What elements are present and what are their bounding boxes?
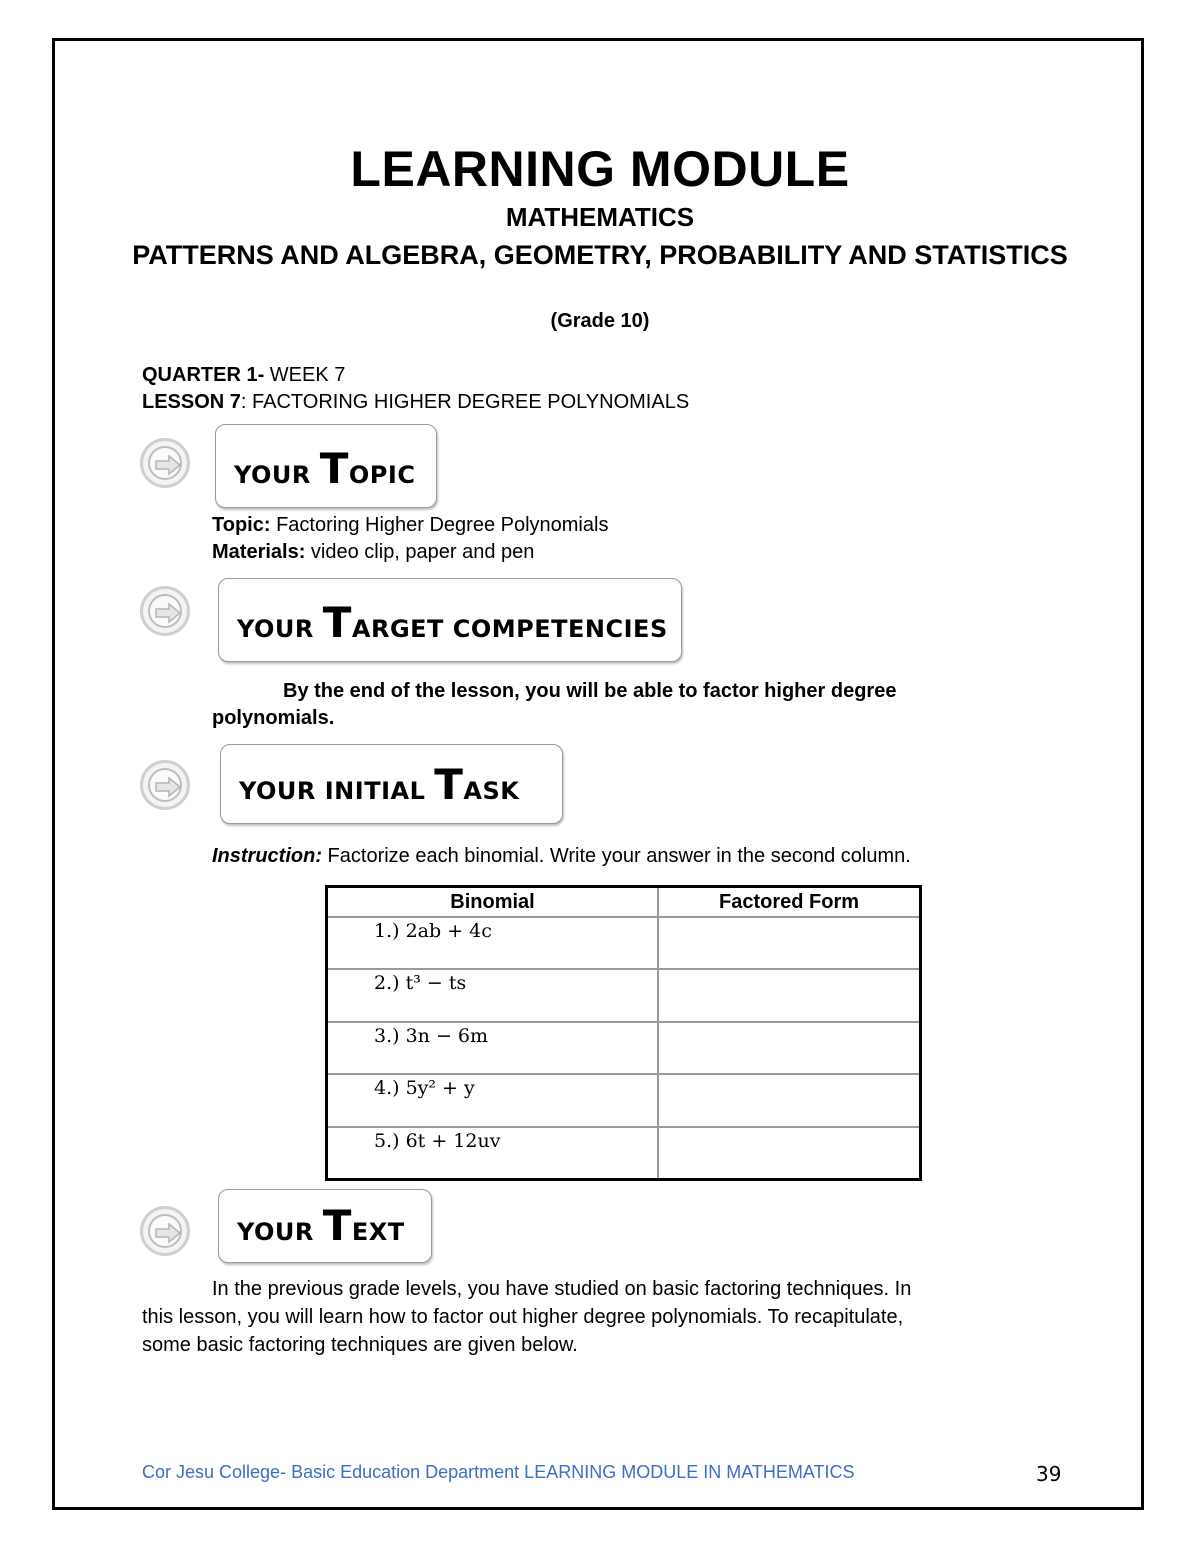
lesson-line — [142, 391, 689, 414]
binomial-cell: 1.) 2ab + 4c — [327, 917, 659, 969]
your-target-competencies-heading-box — [218, 578, 682, 662]
competency-line-2: polynomials. — [212, 707, 335, 729]
your-topic-heading-box — [215, 424, 437, 508]
answer-cell[interactable] — [658, 1022, 921, 1074]
answer-cell[interactable] — [658, 1127, 921, 1180]
lesson-label: LESSON 7 — [142, 391, 241, 413]
instruction-line — [212, 842, 911, 870]
table-row — [327, 1022, 921, 1074]
binomial-table — [325, 885, 922, 1181]
strand-heading: PATTERNS AND ALGEBRA, GEOMETRY, PROBABILITY AND STATISTICS — [132, 240, 1068, 270]
your-target-competencies-heading: YOUR TARGET COMPETENCIES — [237, 598, 668, 647]
text-line-1: In the previous grade levels, you have studied on basic factoring techniques. In — [212, 1278, 912, 1300]
your-text-heading: YOUR TEXT — [237, 1201, 405, 1250]
binomial-cell: 4.) 5y² + y — [327, 1074, 659, 1126]
table-header: Binomial — [327, 887, 659, 918]
materials-label: Materials: — [212, 541, 306, 563]
answer-cell[interactable] — [658, 917, 921, 969]
quarter-label: QUARTER 1- — [142, 364, 265, 386]
binomial-cell: 5.) 6t + 12uv — [327, 1127, 659, 1180]
competency-line-1: By the end of the lesson, you will be able to factor higher degree — [283, 680, 897, 702]
page-number: 39 — [1036, 1462, 1062, 1486]
instruction-value: Factorize each binomial. Write your answer in the second column. — [322, 845, 911, 867]
your-initial-task-heading: YOUR INITIAL TASK — [239, 760, 520, 809]
arrow-right-icon — [140, 1206, 190, 1256]
your-text-heading-box — [218, 1189, 432, 1263]
subject-heading: MATHEMATICS — [505, 202, 695, 232]
answer-cell[interactable] — [658, 969, 921, 1021]
binomial-cell: 2.) t³ − ts — [327, 969, 659, 1021]
your-initial-task-heading-box — [220, 744, 563, 824]
table-row — [327, 1127, 921, 1180]
instruction-label: Instruction: — [212, 845, 322, 867]
answer-cell[interactable] — [658, 1074, 921, 1126]
text-line-2: this lesson, you will learn how to factor out higher degree polynomials. To recapitulate, — [142, 1306, 904, 1328]
table-header: Factored Form — [658, 887, 921, 918]
table-row — [327, 917, 921, 969]
text-line-3: some basic factoring techniques are given below. — [142, 1334, 578, 1356]
topic-value: Factoring Higher Degree Polynomials — [270, 514, 609, 536]
topic-label: Topic: — [212, 514, 271, 536]
materials-line — [212, 541, 534, 564]
table-row — [327, 969, 921, 1021]
quarter-line — [142, 364, 345, 387]
footer-text: Cor Jesu College- Basic Education Department LEARNING MODULE IN MATHEMATICS — [142, 1462, 855, 1482]
module-title: LEARNING MODULE — [350, 141, 850, 197]
arrow-right-icon — [140, 586, 190, 636]
table-header-row — [327, 887, 921, 918]
binomial-cell: 3.) 3n − 6m — [327, 1022, 659, 1074]
your-topic-heading: YOUR TOPIC — [234, 444, 416, 493]
lesson-value: : FACTORING HIGHER DEGREE POLYNOMIALS — [240, 391, 690, 413]
quarter-value: WEEK 7 — [264, 364, 346, 386]
table-row — [327, 1074, 921, 1126]
materials-value: video clip, paper and pen — [305, 541, 535, 563]
topic-line — [212, 514, 608, 537]
arrow-right-icon — [140, 760, 190, 810]
grade-label: (Grade 10) — [550, 310, 650, 332]
arrow-right-icon — [140, 438, 190, 488]
